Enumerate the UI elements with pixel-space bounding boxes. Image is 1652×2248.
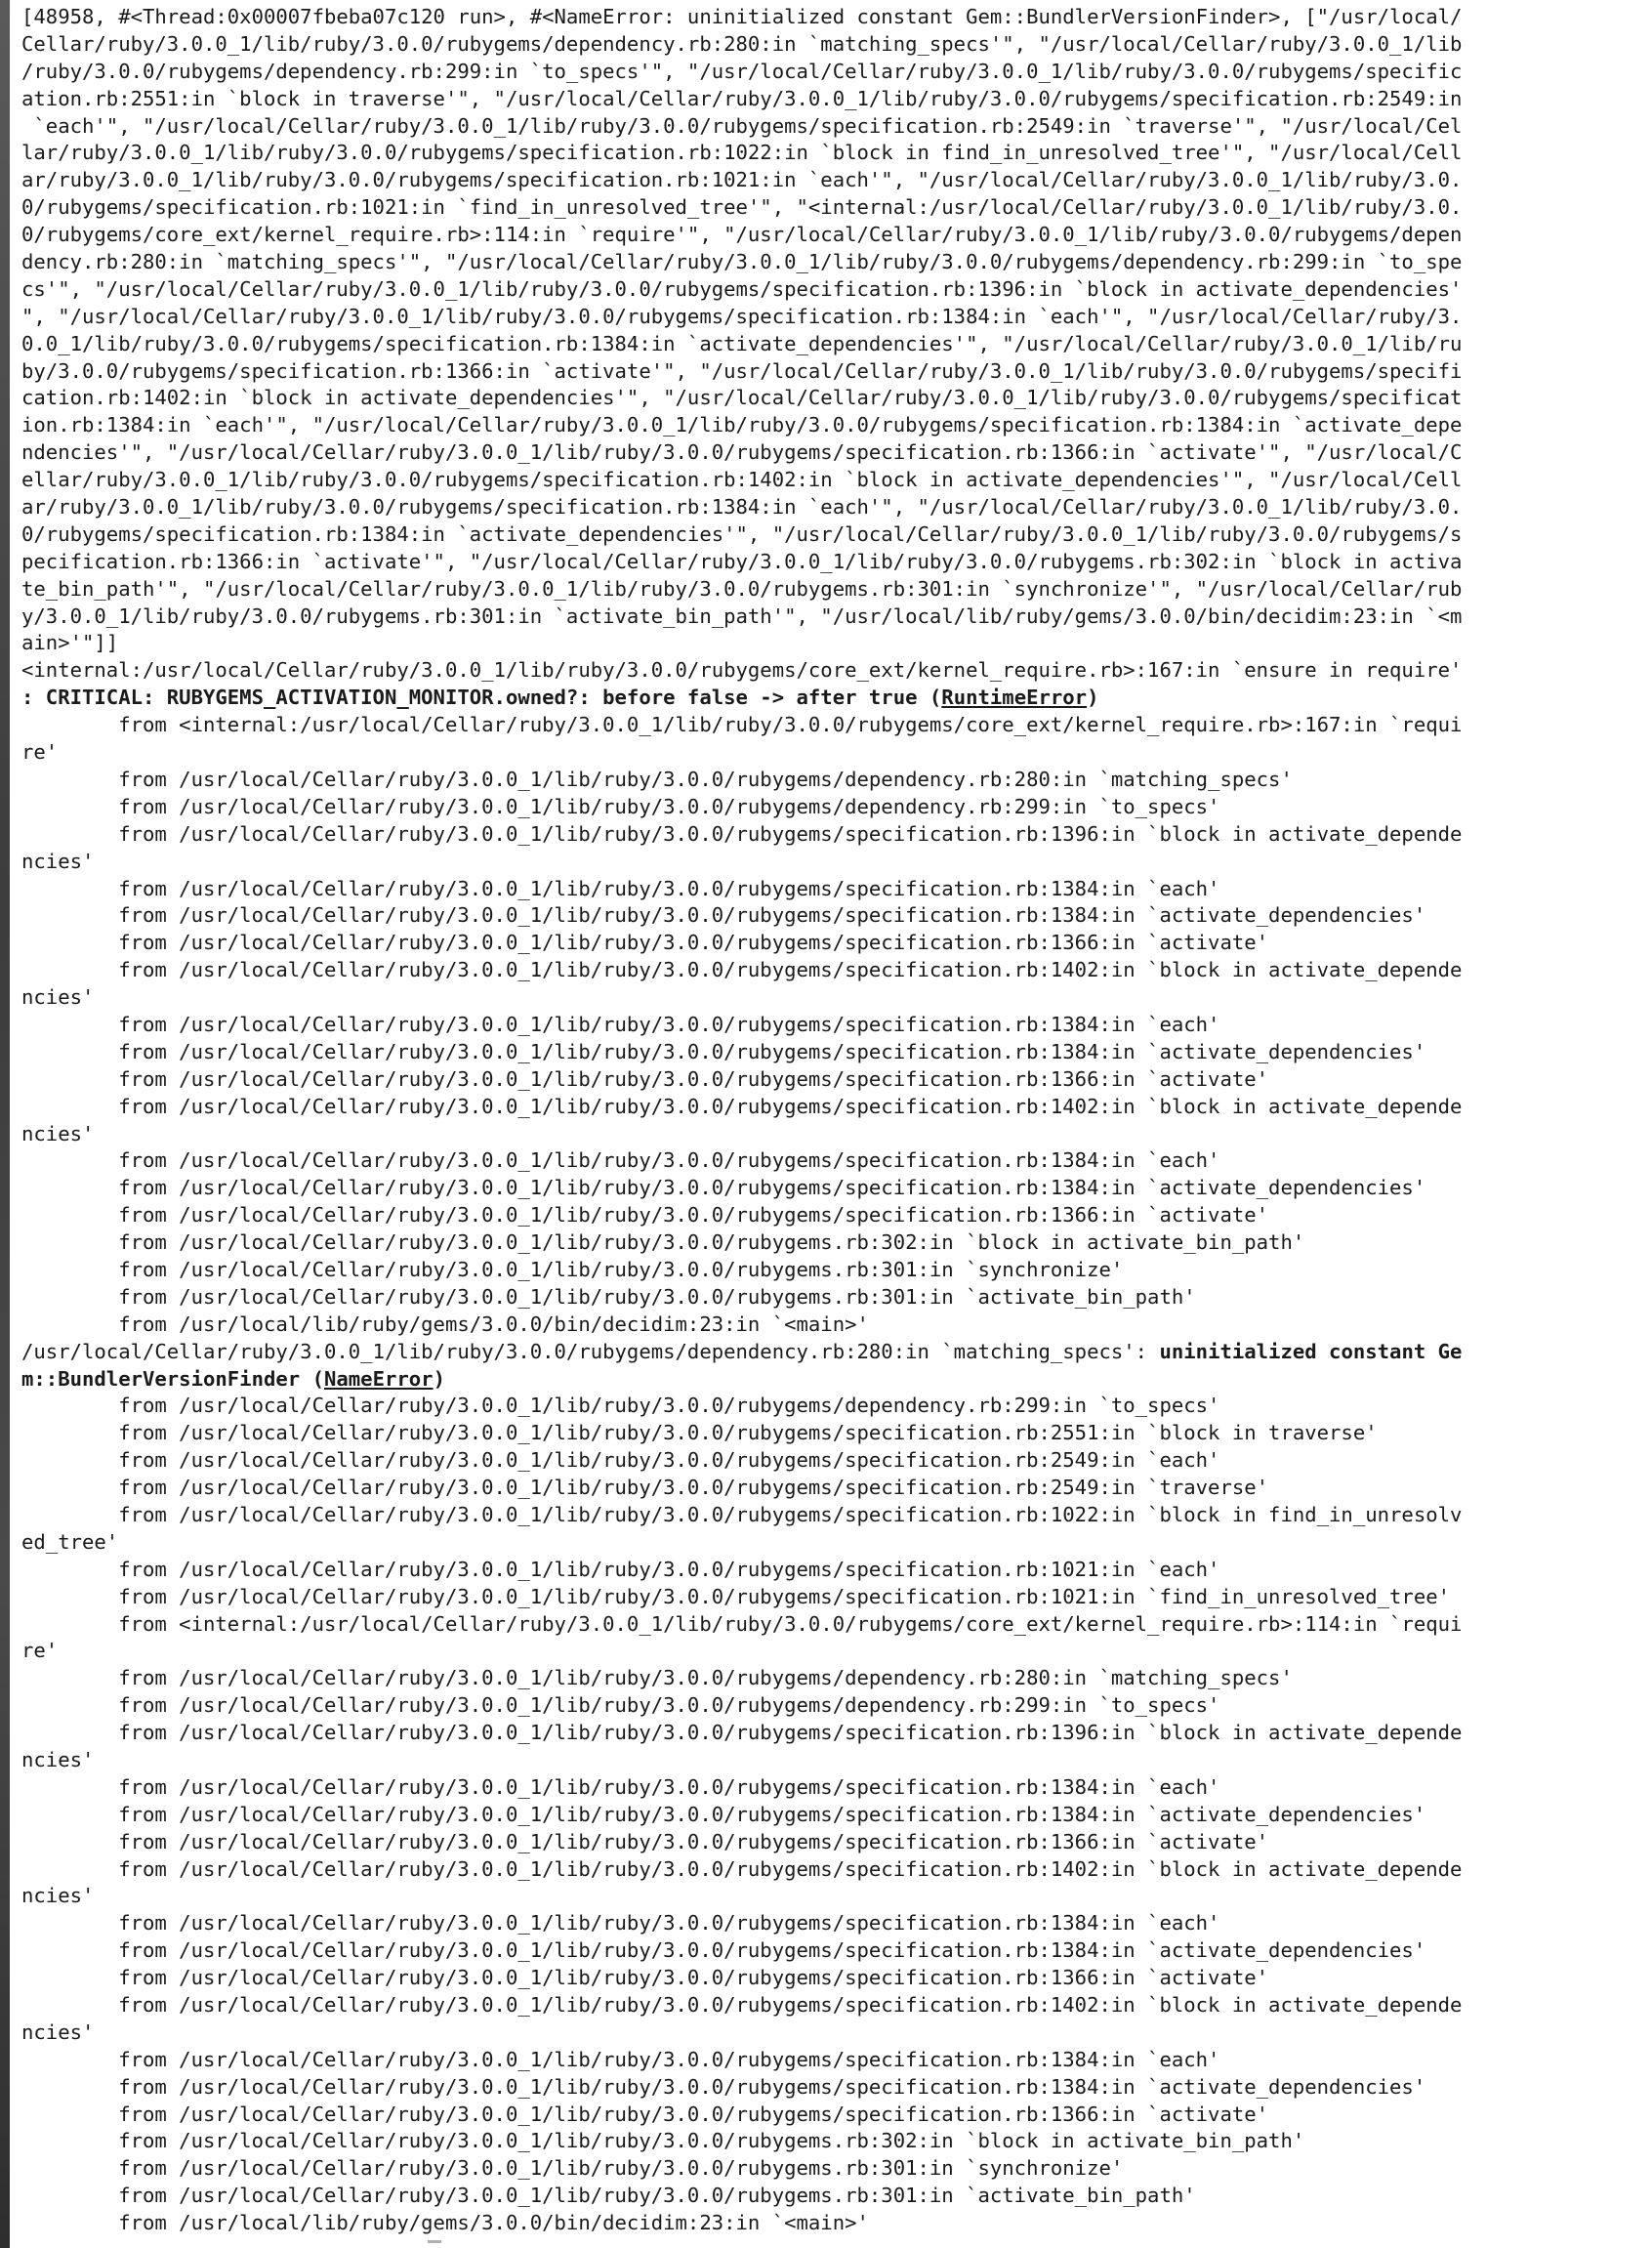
- terminal-line: [21, 657, 1648, 685]
- text-cursor: [428, 2240, 441, 2243]
- terminal-text: from <internal:/usr/local/Cellar/ruby/3.0.0_1/lib/ruby/3.0.0/rubygems/core_ext/kernel_require.rb>:114:in `requi: [21, 1611, 1463, 1636]
- terminal-line: [21, 2155, 1648, 2183]
- terminal-text: from /usr/local/Cellar/ruby/3.0.0_1/lib/ruby/3.0.0/rubygems/specification.rb:1384:in `activate_dependencies': [21, 903, 1426, 928]
- terminal-text: ", "/usr/local/Cellar/ruby/3.0.0_1/lib/ruby/3.0.0/rubygems/specification.rb:1384:in `each'", "/usr/local/Cellar/ruby/3.: [21, 304, 1463, 328]
- terminal-text: from /usr/local/Cellar/ruby/3.0.0_1/lib/ruby/3.0.0/rubygems/specification.rb:1384:in `activate_dependencies': [21, 2074, 1426, 2099]
- terminal-line: [21, 2128, 1648, 2155]
- terminal-line: [21, 1802, 1648, 1829]
- terminal-text: cation.rb:1402:in `block in activate_dependencies'", "/usr/local/Cellar/ruby/3.0.0_1/lib/ruby/3.0.0/rubygems/specificat: [21, 386, 1463, 410]
- terminal-text: from /usr/local/Cellar/ruby/3.0.0_1/lib/ruby/3.0.0/rubygems.rb:301:in `synchronize': [21, 2156, 1124, 2181]
- error-message-text: uninitialized constant Ge: [1159, 1339, 1463, 1363]
- terminal-text: y/3.0.0_1/lib/ruby/3.0.0/rubygems.rb:301:in `activate_bin_path'", "/usr/local/lib/ruby/gems/3.0.0/bin/decidim:23:in `<m: [21, 604, 1463, 628]
- terminal-line: [21, 1339, 1648, 1366]
- terminal-text: from /usr/local/Cellar/ruby/3.0.0_1/lib/ruby/3.0.0/rubygems/specification.rb:1021:in `each': [21, 1557, 1220, 1581]
- error-message-text: ): [433, 1366, 445, 1391]
- terminal-line: [21, 1257, 1648, 1284]
- terminal-line: [21, 358, 1648, 386]
- terminal-line: [21, 2074, 1648, 2102]
- terminal-text: from /usr/local/Cellar/ruby/3.0.0_1/lib/ruby/3.0.0/rubygems/specification.rb:1366:in `activate': [21, 1066, 1269, 1091]
- terminal-line: [21, 1502, 1648, 1529]
- terminal-text: ation.rb:2551:in `block in traverse'", "/usr/local/Cellar/ruby/3.0.0_1/lib/ruby/3.0.0/rubygems/specification.rb:2549:in: [21, 86, 1463, 110]
- terminal-text: from /usr/local/Cellar/ruby/3.0.0_1/lib/ruby/3.0.0/rubygems/specification.rb:1366:in `activate': [21, 2102, 1269, 2126]
- terminal-text: from /usr/local/Cellar/ruby/3.0.0_1/lib/ruby/3.0.0/rubygems.rb:302:in `block in activate_bin_path': [21, 2129, 1305, 2153]
- error-message-text: ): [1087, 686, 1099, 710]
- terminal-line: [21, 767, 1648, 794]
- terminal-text: from /usr/local/Cellar/ruby/3.0.0_1/lib/ruby/3.0.0/rubygems/dependency.rb:299:in `to_specs': [21, 794, 1220, 818]
- terminal-text: from /usr/local/Cellar/ruby/3.0.0_1/lib/ruby/3.0.0/rubygems/specification.rb:2551:in `block in traverse': [21, 1421, 1378, 1445]
- terminal-text: ain>'"]]: [21, 631, 119, 655]
- terminal-line: [21, 821, 1648, 849]
- terminal-line: [21, 957, 1648, 984]
- terminal-line: [21, 31, 1648, 59]
- terminal-text: [48958, #<Thread:0x00007fbeba07c120 run>, #<NameError: uninitialized constant Gem::BundlerVersionFinder>, ["/usr/local/: [21, 5, 1463, 28]
- terminal-text: from /usr/local/Cellar/ruby/3.0.0_1/lib/ruby/3.0.0/rubygems/specification.rb:1384:in `each': [21, 1911, 1220, 1936]
- terminal-line: [21, 1747, 1648, 1774]
- terminal-text: re': [21, 1639, 59, 1663]
- terminal-text: re': [21, 740, 59, 765]
- terminal-text: 0/rubygems/specification.rb:1384:in `activate_dependencies'", "/usr/local/Cellar/ruby/3.0.0_1/lib/ruby/3.0.0/rubygems/s: [21, 521, 1463, 546]
- terminal-text: ncies': [21, 985, 95, 1010]
- terminal-text: from /usr/local/Cellar/ruby/3.0.0_1/lib/ruby/3.0.0/rubygems/specification.rb:1402:in `block in activate_depende: [21, 1094, 1463, 1118]
- terminal-text: ar/ruby/3.0.0_1/lib/ruby/3.0.0/rubygems/specification.rb:1021:in `each'", "/usr/local/Cellar/ruby/3.0.0_1/lib/ruby/3.0.: [21, 168, 1463, 192]
- terminal-text: lar/ruby/3.0.0_1/lib/ruby/3.0.0/rubygems/specification.rb:1022:in `block in find_in_unresolved_tree'", "/usr/local/Cell: [21, 141, 1463, 165]
- terminal-line: [21, 412, 1648, 439]
- terminal-line: [21, 712, 1648, 739]
- terminal-line: [21, 249, 1648, 276]
- terminal-text: /ruby/3.0.0/rubygems/dependency.rb:299:in `to_specs'", "/usr/local/Cellar/ruby/3.0.0_1/lib/ruby/3.0.0/rubygems/specific: [21, 59, 1463, 83]
- terminal-line: [21, 1447, 1648, 1475]
- terminal-text: from /usr/local/Cellar/ruby/3.0.0_1/lib/ruby/3.0.0/rubygems/specification.rb:1402:in `block in activate_depende: [21, 958, 1463, 982]
- terminal-line: [21, 1774, 1648, 1802]
- terminal-line: [21, 984, 1648, 1012]
- terminal-line: [21, 140, 1648, 167]
- terminal-line: [21, 276, 1648, 304]
- terminal-line: [21, 1829, 1648, 1856]
- terminal-line: [21, 1692, 1648, 1720]
- terminal-line: [21, 1883, 1648, 1910]
- terminal-line: [21, 86, 1648, 113]
- terminal-text: from /usr/local/Cellar/ruby/3.0.0_1/lib/ruby/3.0.0/rubygems/specification.rb:1384:in `activate_dependencies': [21, 1039, 1426, 1063]
- terminal-text: from /usr/local/Cellar/ruby/3.0.0_1/lib/ruby/3.0.0/rubygems.rb:301:in `synchronize': [21, 1257, 1124, 1281]
- error-class-name: NameError: [323, 1366, 434, 1391]
- terminal-text: from /usr/local/Cellar/ruby/3.0.0_1/lib/ruby/3.0.0/rubygems/dependency.rb:280:in `matching_specs': [21, 767, 1293, 791]
- terminal-line: [21, 304, 1648, 331]
- terminal-line: [21, 1910, 1648, 1937]
- terminal-line: [21, 576, 1648, 604]
- terminal-line: [21, 1066, 1648, 1094]
- terminal-text: ion.rb:1384:in `each'", "/usr/local/Cellar/ruby/3.0.0_1/lib/ruby/3.0.0/rubygems/specification.rb:1384:in `activate_depe: [21, 413, 1463, 437]
- terminal-text: from /usr/local/Cellar/ruby/3.0.0_1/lib/ruby/3.0.0/rubygems/dependency.rb:299:in `to_specs': [21, 1693, 1220, 1718]
- terminal-line: [21, 685, 1648, 712]
- terminal-line: [21, 467, 1648, 494]
- terminal-text: by/3.0.0/rubygems/specification.rb:1366:in `activate'", "/usr/local/Cellar/ruby/3.0.0_1/lib/ruby/3.0.0/rubygems/specifi: [21, 358, 1463, 383]
- terminal-line: [21, 1121, 1648, 1148]
- terminal-text: from /usr/local/Cellar/ruby/3.0.0_1/lib/ruby/3.0.0/rubygems/specification.rb:1396:in `block in activate_depende: [21, 1721, 1463, 1745]
- terminal-text: from /usr/local/Cellar/ruby/3.0.0_1/lib/ruby/3.0.0/rubygems/specification.rb:1366:in `activate': [21, 1966, 1269, 1990]
- terminal-line: [21, 1475, 1648, 1502]
- terminal-line: [21, 1557, 1648, 1584]
- terminal-line: [21, 549, 1648, 576]
- terminal-output[interactable]: [21, 4, 1648, 2248]
- terminal-line: [21, 876, 1648, 903]
- terminal-line: [21, 1584, 1648, 1611]
- terminal-text: ncies': [21, 1884, 95, 1908]
- terminal-text: from /usr/local/Cellar/ruby/3.0.0_1/lib/ruby/3.0.0/rubygems/specification.rb:1384:in `each': [21, 1012, 1220, 1036]
- terminal-text: from /usr/local/Cellar/ruby/3.0.0_1/lib/ruby/3.0.0/rubygems/specification.rb:1402:in `block in activate_depende: [21, 1856, 1463, 1881]
- terminal-line: [21, 739, 1648, 767]
- terminal-line: [21, 194, 1648, 222]
- terminal-text: ncies': [21, 2019, 95, 2044]
- terminal-text: from /usr/local/lib/ruby/gems/3.0.0/bin/decidim:23:in `<main>': [21, 1311, 869, 1336]
- terminal-text: from /usr/local/Cellar/ruby/3.0.0_1/lib/ruby/3.0.0/rubygems/specification.rb:1402:in `block in activate_depende: [21, 1993, 1463, 2018]
- terminal-text: <internal:/usr/local/Cellar/ruby/3.0.0_1/lib/ruby/3.0.0/rubygems/core_ext/kernel_require.rb>:167:in `ensure in require': [21, 658, 1463, 683]
- terminal-text: ndencies'", "/usr/local/Cellar/ruby/3.0.0_1/lib/ruby/3.0.0/rubygems/specification.rb:1366:in `activate'", "/usr/local/C: [21, 440, 1463, 465]
- terminal-text: ellar/ruby/3.0.0_1/lib/ruby/3.0.0/rubygems/specification.rb:1402:in `block in activate_dependencies'", "/usr/local/Cell: [21, 468, 1463, 492]
- terminal-line: [21, 1094, 1648, 1121]
- terminal-line: [21, 494, 1648, 521]
- terminal-line: [21, 1175, 1648, 1202]
- terminal-line: [21, 849, 1648, 876]
- terminal-line: [21, 1720, 1648, 1747]
- terminal-line: [21, 1856, 1648, 1884]
- terminal-line: [21, 2183, 1648, 2210]
- terminal-text: from /usr/local/Cellar/ruby/3.0.0_1/lib/ruby/3.0.0/rubygems/specification.rb:1384:in `activate_dependencies': [21, 1938, 1426, 1963]
- terminal-line: [21, 222, 1648, 249]
- terminal-text: from /usr/local/Cellar/ruby/3.0.0_1/lib/ruby/3.0.0/rubygems/specification.rb:1384:in `each': [21, 2047, 1220, 2071]
- terminal-text: from /usr/local/Cellar/ruby/3.0.0_1/lib/ruby/3.0.0/rubygems/specification.rb:1384:in `each': [21, 1774, 1220, 1799]
- terminal-text: from /usr/local/Cellar/ruby/3.0.0_1/lib/ruby/3.0.0/rubygems/specification.rb:1366:in `activate': [21, 1203, 1269, 1228]
- terminal-line: [21, 439, 1648, 467]
- terminal-line: [21, 1012, 1648, 1039]
- terminal-line: [21, 59, 1648, 86]
- terminal-line: [21, 2102, 1648, 2129]
- terminal-line: [21, 1284, 1648, 1311]
- error-class-name: RuntimeError: [941, 686, 1088, 710]
- terminal-line: [21, 2047, 1648, 2074]
- terminal-text: from /usr/local/Cellar/ruby/3.0.0_1/lib/ruby/3.0.0/rubygems/dependency.rb:280:in `matching_specs': [21, 1666, 1293, 1690]
- terminal-line: [21, 1366, 1648, 1394]
- terminal-text: ncies': [21, 1121, 95, 1145]
- terminal-line: [21, 385, 1648, 412]
- terminal-line: [21, 1147, 1648, 1175]
- terminal-text: `each'", "/usr/local/Cellar/ruby/3.0.0_1/lib/ruby/3.0.0/rubygems/specification.rb:2549:in `traverse'", "/usr/local/Cel: [21, 113, 1463, 138]
- terminal-text: 0/rubygems/specification.rb:1021:in `find_in_unresolved_tree'", "<internal:/usr/local/Cellar/ruby/3.0.0_1/lib/ruby/3.0.: [21, 195, 1463, 220]
- terminal-line: [21, 2019, 1648, 2047]
- terminal-line: [21, 167, 1648, 194]
- terminal-text: from /usr/local/Cellar/ruby/3.0.0_1/lib/ruby/3.0.0/rubygems/specification.rb:1384:in `each': [21, 876, 1220, 900]
- terminal-text: from /usr/local/Cellar/ruby/3.0.0_1/lib/ruby/3.0.0/rubygems/dependency.rb:299:in `to_specs': [21, 1394, 1220, 1418]
- terminal-text: from /usr/local/Cellar/ruby/3.0.0_1/lib/ruby/3.0.0/rubygems/specification.rb:1022:in `block in find_in_unresolv: [21, 1502, 1463, 1526]
- terminal-text: 0/rubygems/core_ext/kernel_require.rb>:114:in `require'", "/usr/local/Cellar/ruby/3.0.0_1/lib/ruby/3.0.0/rubygems/depen: [21, 223, 1463, 247]
- terminal-text: Cellar/ruby/3.0.0_1/lib/ruby/3.0.0/rubygems/dependency.rb:280:in `matching_specs'", "/usr/local/Cellar/ruby/3.0.0_1/lib: [21, 31, 1463, 56]
- terminal-line: [21, 1665, 1648, 1692]
- terminal-text: dency.rb:280:in `matching_specs'", "/usr/local/Cellar/ruby/3.0.0_1/lib/ruby/3.0.0/rubygems/dependency.rb:299:in `to_spe: [21, 250, 1463, 274]
- terminal-text: from /usr/local/Cellar/ruby/3.0.0_1/lib/ruby/3.0.0/rubygems.rb:302:in `block in activate_bin_path': [21, 1230, 1305, 1255]
- window-edge-strip: [0, 0, 10, 2248]
- terminal-line: [21, 794, 1648, 821]
- terminal-text: from /usr/local/Cellar/ruby/3.0.0_1/lib/ruby/3.0.0/rubygems/specification.rb:1384:in `activate_dependencies': [21, 1802, 1426, 1826]
- terminal-line: [21, 902, 1648, 930]
- terminal-line: [21, 2210, 1648, 2237]
- terminal-line: [21, 1039, 1648, 1066]
- terminal-text: ncies': [21, 849, 95, 873]
- terminal-text: from /usr/local/Cellar/ruby/3.0.0_1/lib/ruby/3.0.0/rubygems/specification.rb:2549:in `each': [21, 1448, 1220, 1473]
- terminal-text: ed_tree': [21, 1529, 119, 1554]
- terminal-text: /usr/local/Cellar/ruby/3.0.0_1/lib/ruby/3.0.0/rubygems/dependency.rb:280:in `matching_specs':: [21, 1339, 1160, 1363]
- terminal-text: pecification.rb:1366:in `activate'", "/usr/local/Cellar/ruby/3.0.0_1/lib/ruby/3.0.0/rubygems.rb:302:in `block in activa: [21, 549, 1463, 573]
- terminal-text: from /usr/local/Cellar/ruby/3.0.0_1/lib/ruby/3.0.0/rubygems.rb:301:in `activate_bin_path': [21, 1284, 1196, 1309]
- terminal-text: from /usr/local/Cellar/ruby/3.0.0_1/lib/ruby/3.0.0/rubygems/specification.rb:1366:in `activate': [21, 931, 1269, 955]
- terminal-line: [21, 1202, 1648, 1229]
- terminal-text: from /usr/local/Cellar/ruby/3.0.0_1/lib/ruby/3.0.0/rubygems/specification.rb:1384:in `activate_dependencies': [21, 1176, 1426, 1200]
- terminal-line: [21, 4, 1648, 31]
- terminal-text: ar/ruby/3.0.0_1/lib/ruby/3.0.0/rubygems/specification.rb:1384:in `each'", "/usr/local/Cellar/ruby/3.0.0_1/lib/ruby/3.0.: [21, 495, 1463, 520]
- terminal-text: from /usr/local/Cellar/ruby/3.0.0_1/lib/ruby/3.0.0/rubygems/specification.rb:1384:in `each': [21, 1148, 1220, 1173]
- terminal-text: from <internal:/usr/local/Cellar/ruby/3.0.0_1/lib/ruby/3.0.0/rubygems/core_ext/kernel_require.rb>:167:in `requi: [21, 713, 1463, 737]
- error-message-text: m::BundlerVersionFinder (: [21, 1366, 324, 1391]
- error-message-text: : CRITICAL: RUBYGEMS_ACTIVATION_MONITOR.owned?: before false -> after true (: [21, 686, 942, 710]
- terminal-text: from /usr/local/Cellar/ruby/3.0.0_1/lib/ruby/3.0.0/rubygems/specification.rb:1366:in `activate': [21, 1829, 1269, 1853]
- terminal-line: [21, 1611, 1648, 1639]
- terminal-line: [21, 1937, 1648, 1965]
- terminal-line: [21, 1393, 1648, 1420]
- terminal-text: from /usr/local/Cellar/ruby/3.0.0_1/lib/ruby/3.0.0/rubygems/specification.rb:1396:in `block in activate_depende: [21, 821, 1463, 846]
- terminal-line: [21, 930, 1648, 957]
- terminal-line: [21, 1638, 1648, 1665]
- terminal-line: [21, 1311, 1648, 1339]
- terminal-line: [21, 630, 1648, 657]
- terminal-line: [21, 331, 1648, 358]
- terminal-text: cs'", "/usr/local/Cellar/ruby/3.0.0_1/lib/ruby/3.0.0/rubygems/specification.rb:1396:in `block in activate_dependencies': [21, 276, 1463, 301]
- terminal-text: from /usr/local/Cellar/ruby/3.0.0_1/lib/ruby/3.0.0/rubygems/specification.rb:1021:in `find_in_unresolved_tree': [21, 1584, 1451, 1608]
- terminal-line: [21, 1420, 1648, 1447]
- terminal-text: from /usr/local/Cellar/ruby/3.0.0_1/lib/ruby/3.0.0/rubygems.rb:301:in `activate_bin_path': [21, 2184, 1196, 2208]
- terminal-line: [21, 1992, 1648, 2019]
- terminal-text: 0.0_1/lib/ruby/3.0.0/rubygems/specification.rb:1384:in `activate_dependencies'", "/usr/local/Cellar/ruby/3.0.0_1/lib/ru: [21, 331, 1463, 355]
- terminal-line: [21, 1529, 1648, 1557]
- terminal-text: ncies': [21, 1748, 95, 1771]
- terminal-line: [21, 1965, 1648, 1992]
- terminal-text: te_bin_path'", "/usr/local/Cellar/ruby/3.0.0_1/lib/ruby/3.0.0/rubygems.rb:301:in `synchronize'", "/usr/local/Cellar/rub: [21, 576, 1463, 601]
- terminal-text: from /usr/local/lib/ruby/gems/3.0.0/bin/decidim:23:in `<main>': [21, 2211, 869, 2235]
- terminal-line: [21, 604, 1648, 631]
- terminal-line: [21, 1229, 1648, 1257]
- terminal-line: [21, 521, 1648, 549]
- terminal-line: [21, 113, 1648, 141]
- terminal-text: from /usr/local/Cellar/ruby/3.0.0_1/lib/ruby/3.0.0/rubygems/specification.rb:2549:in `traverse': [21, 1476, 1269, 1500]
